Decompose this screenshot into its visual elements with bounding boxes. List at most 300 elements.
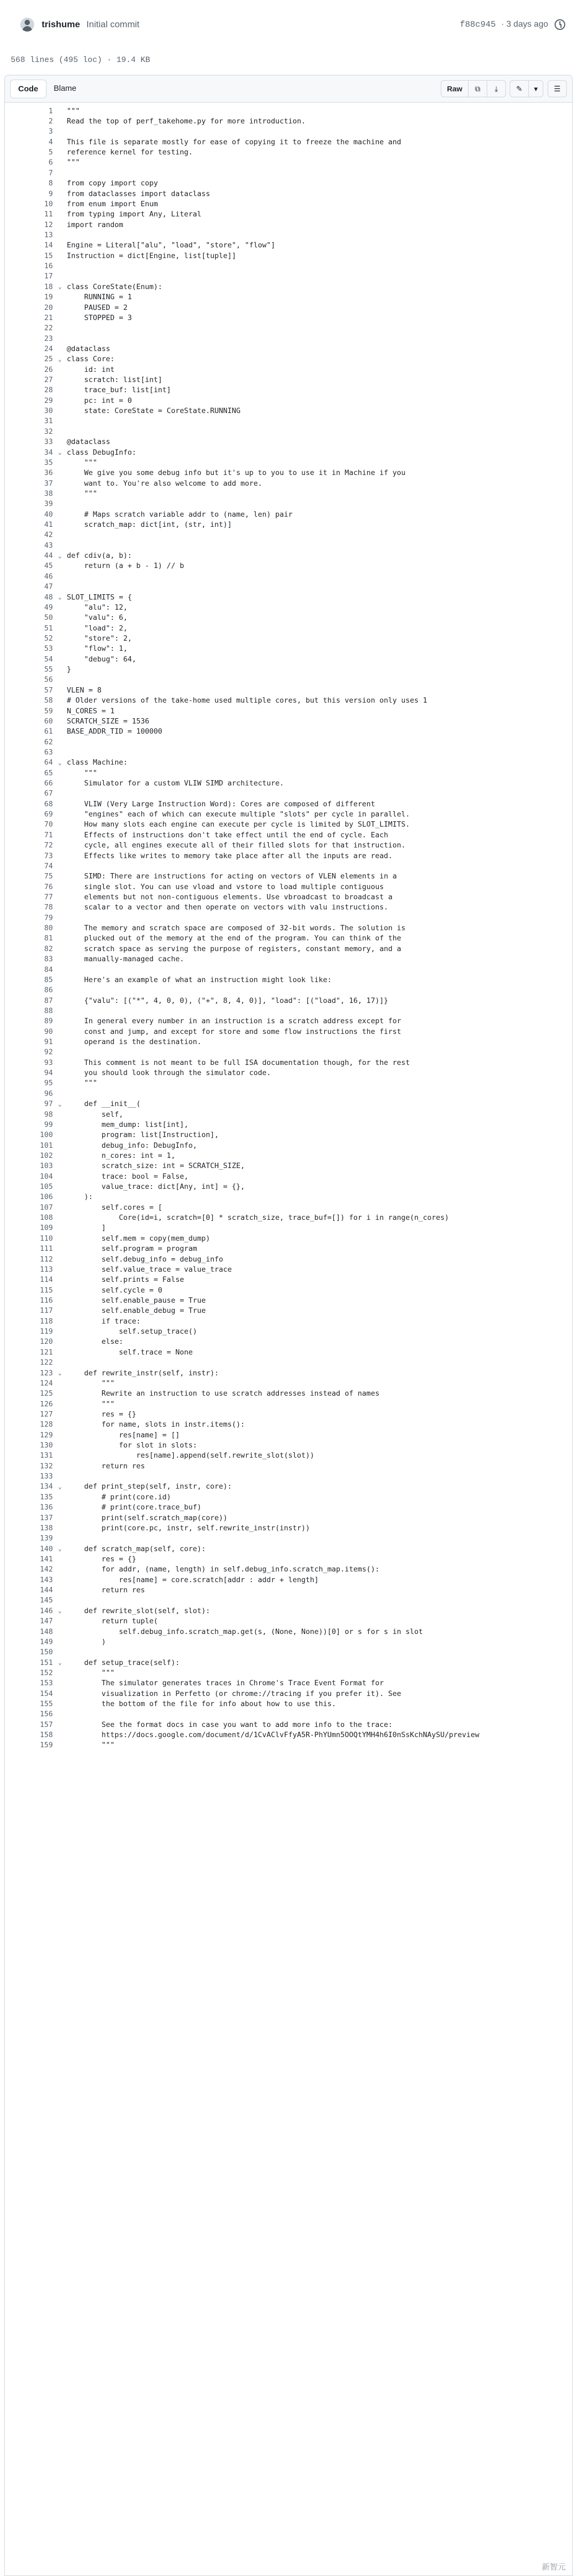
code-line	[5, 282, 572, 292]
line-number[interactable]: 98	[44, 1110, 53, 1119]
clock-icon[interactable]	[555, 19, 565, 30]
line-number[interactable]: 18	[44, 282, 53, 291]
line-number[interactable]: 69	[44, 810, 53, 819]
line-number[interactable]: 22	[44, 324, 53, 333]
code-line	[5, 499, 572, 509]
line-number[interactable]: 125	[40, 1389, 53, 1398]
commit-message[interactable]: Initial commit	[86, 19, 139, 29]
line-code: scratch_size: int = SCRATCH_SIZE,	[67, 1162, 245, 1171]
line-number[interactable]: 134	[40, 1482, 53, 1491]
line-number[interactable]: 99	[44, 1120, 53, 1129]
line-code: STOPPED = 3	[67, 313, 132, 322]
line-number[interactable]: 21	[44, 313, 53, 322]
line-number[interactable]: 136	[40, 1503, 53, 1512]
line-code: "engines" each of which can execute multiple "slots" per cycle in parallel.	[67, 810, 410, 819]
code-line	[5, 116, 572, 126]
line-number[interactable]: 156	[40, 1710, 53, 1719]
line-number[interactable]: 76	[44, 882, 53, 891]
code-line	[5, 1668, 572, 1678]
code-line	[5, 1068, 572, 1078]
code-line	[5, 1399, 572, 1409]
code-line	[5, 1357, 572, 1367]
line-number[interactable]: 51	[44, 624, 53, 633]
line-number[interactable]: 92	[44, 1048, 53, 1057]
line-number[interactable]: 39	[44, 500, 53, 509]
line-code: if trace:	[67, 1317, 141, 1326]
line-number[interactable]: 56	[44, 675, 53, 684]
line-number[interactable]: 62	[44, 737, 53, 746]
line-number[interactable]: 14	[44, 241, 53, 250]
fold-chevron-icon[interactable]: ⌄	[58, 594, 62, 601]
line-code: scalar to a vector and then operate on vectors with valu instructions.	[67, 903, 388, 912]
line-number[interactable]: 87	[44, 996, 53, 1005]
code-line	[5, 478, 572, 488]
line-number[interactable]: 113	[40, 1265, 53, 1274]
line-number[interactable]: 139	[40, 1534, 53, 1543]
line-number[interactable]: 63	[44, 748, 53, 757]
line-code: class Machine:	[67, 758, 128, 767]
line-code: # Maps scratch variable addr to (name, len) pair	[67, 510, 293, 519]
line-number[interactable]: 9	[48, 189, 53, 198]
line-number[interactable]: 43	[44, 541, 53, 550]
line-number[interactable]: 71	[44, 830, 53, 839]
code-line	[5, 1368, 572, 1378]
line-number[interactable]: 41	[44, 520, 53, 530]
code-line	[5, 1088, 572, 1099]
line-number[interactable]: 11	[44, 210, 53, 219]
commit-bar	[0, 0, 577, 49]
code-line	[5, 271, 572, 282]
code-line	[5, 550, 572, 561]
fold-chevron-icon[interactable]: ⌄	[58, 1369, 62, 1377]
code-line	[5, 1192, 572, 1202]
line-number[interactable]: 112	[40, 1255, 53, 1264]
line-number[interactable]: 147	[40, 1617, 53, 1626]
line-code: pc: int = 0	[67, 396, 132, 405]
code-line	[5, 1430, 572, 1440]
fold-chevron-icon[interactable]: ⌄	[58, 1659, 62, 1667]
line-number[interactable]: 88	[44, 1006, 53, 1015]
line-number[interactable]: 144	[40, 1586, 53, 1595]
line-number[interactable]: 53	[44, 644, 53, 653]
line-number[interactable]: 57	[44, 686, 53, 695]
line-number[interactable]: 129	[40, 1430, 53, 1439]
code-line	[5, 395, 572, 406]
line-code: # print(core.id)	[67, 1492, 171, 1501]
code-line	[5, 571, 572, 581]
line-number[interactable]: 35	[44, 458, 53, 467]
fold-chevron-icon[interactable]: ⌄	[58, 1607, 62, 1615]
line-number[interactable]: 59	[44, 706, 53, 715]
line-number[interactable]: 157	[40, 1720, 53, 1729]
line-number[interactable]: 33	[44, 438, 53, 447]
line-number[interactable]: 145	[40, 1596, 53, 1605]
line-number[interactable]: 100	[40, 1131, 53, 1140]
code-line	[5, 892, 572, 902]
code-line	[5, 488, 572, 499]
line-number[interactable]: 7	[48, 168, 53, 177]
line-number[interactable]: 38	[44, 489, 53, 498]
code-line	[5, 633, 572, 643]
line-number[interactable]: 52	[44, 634, 53, 643]
code-line	[5, 1006, 572, 1016]
line-number[interactable]: 84	[44, 965, 53, 974]
line-number[interactable]: 13	[44, 230, 53, 239]
line-number[interactable]: 74	[44, 861, 53, 870]
line-number[interactable]: 60	[44, 717, 53, 726]
line-number[interactable]: 82	[44, 944, 53, 953]
tab-blame[interactable]: Blame	[53, 83, 77, 93]
line-number[interactable]: 64	[44, 758, 53, 767]
fold-chevron-icon[interactable]: ⌄	[58, 1483, 62, 1490]
line-number[interactable]: 42	[44, 531, 53, 540]
line-number[interactable]: 4	[48, 137, 53, 146]
line-number[interactable]: 32	[44, 427, 53, 436]
code-line	[5, 1285, 572, 1295]
line-code: plucked out of the memory at the end of the program. You can think of the	[67, 934, 401, 943]
code-line	[5, 1026, 572, 1037]
line-number[interactable]: 77	[44, 892, 53, 901]
line-number[interactable]: 135	[40, 1492, 53, 1501]
line-number[interactable]: 45	[44, 562, 53, 571]
line-number[interactable]: 96	[44, 1089, 53, 1098]
line-number[interactable]: 72	[44, 841, 53, 850]
line-number[interactable]: 81	[44, 934, 53, 943]
line-number[interactable]: 114	[40, 1275, 53, 1285]
code-line	[5, 1596, 572, 1606]
code-line	[5, 1606, 572, 1616]
line-code: self,	[67, 1110, 123, 1119]
code-line	[5, 385, 572, 395]
fold-chevron-icon[interactable]: ⌄	[58, 355, 62, 363]
line-number[interactable]: 44	[44, 551, 53, 561]
line-number[interactable]: 137	[40, 1513, 53, 1522]
line-number[interactable]: 118	[40, 1317, 53, 1326]
line-number[interactable]: 111	[40, 1244, 53, 1254]
line-number[interactable]: 65	[44, 768, 53, 777]
line-code: How many slots each engine can execute per cycle is limited by SLOT_LIMITS.	[67, 820, 410, 829]
line-number[interactable]: 24	[44, 344, 53, 353]
code-line	[5, 220, 572, 230]
line-number[interactable]: 122	[40, 1358, 53, 1367]
line-number[interactable]: 16	[44, 262, 53, 271]
line-number[interactable]: 90	[44, 1027, 53, 1036]
file-toolbar	[4, 75, 573, 102]
line-number[interactable]: 27	[44, 376, 53, 385]
line-number[interactable]: 20	[44, 303, 53, 312]
line-code: manually-managed cache.	[67, 955, 184, 964]
line-code: self.cycle = 0	[67, 1286, 162, 1295]
line-code: {"valu": [("*", 4, 0, 0), ("+", 8, 4, 0)], "load": [("load", 16, 17)]}	[67, 996, 388, 1005]
line-number[interactable]: 55	[44, 665, 53, 674]
code-line	[5, 758, 572, 768]
code-line	[5, 1295, 572, 1305]
commit-sha[interactable]: f88c945	[459, 20, 496, 29]
line-code: Instruction = dict[Engine, list[tuple]]	[67, 251, 236, 260]
line-number[interactable]: 117	[40, 1306, 53, 1316]
line-code: res[name] = []	[67, 1430, 180, 1439]
line-number[interactable]: 70	[44, 820, 53, 829]
code-line	[5, 923, 572, 933]
line-number[interactable]: 86	[44, 986, 53, 995]
edit-icon[interactable]: ✎	[510, 80, 529, 97]
raw-button[interactable]: Raw	[441, 80, 469, 97]
line-number[interactable]: 5	[48, 148, 53, 157]
code-line	[5, 1057, 572, 1068]
line-code: RUNNING = 1	[67, 293, 132, 302]
line-number[interactable]: 6	[48, 158, 53, 167]
fold-chevron-icon[interactable]: ⌄	[58, 449, 62, 456]
code-line	[5, 1140, 572, 1150]
line-number[interactable]: 25	[44, 355, 53, 364]
code-line	[5, 540, 572, 550]
line-code: you should look through the simulator code.	[67, 1069, 271, 1078]
line-number[interactable]: 149	[40, 1637, 53, 1646]
code-line	[5, 654, 572, 664]
line-number[interactable]: 97	[44, 1100, 53, 1109]
code-line	[5, 364, 572, 375]
line-number[interactable]: 121	[40, 1348, 53, 1357]
line-number[interactable]: 54	[44, 655, 53, 664]
line-code: single slot. You can use vload and vstore to load multiple contiguous	[67, 882, 384, 891]
line-number[interactable]: 101	[40, 1141, 53, 1150]
code-line	[5, 199, 572, 209]
line-number[interactable]: 47	[44, 582, 53, 592]
line-number[interactable]: 159	[40, 1741, 53, 1750]
line-number[interactable]: 50	[44, 613, 53, 622]
line-code: )	[67, 1637, 106, 1646]
tab-code[interactable]: Code	[10, 80, 46, 98]
commit-age: · 3 days ago	[501, 20, 548, 29]
line-number[interactable]: 1	[48, 106, 53, 115]
line-code: }	[67, 665, 72, 674]
line-number[interactable]: 154	[40, 1689, 53, 1698]
line-number[interactable]: 110	[40, 1234, 53, 1243]
code-line	[5, 1730, 572, 1740]
line-number[interactable]: 158	[40, 1731, 53, 1740]
code-line	[5, 1306, 572, 1316]
code-line	[5, 1109, 572, 1119]
line-number[interactable]: 10	[44, 199, 53, 208]
edit-actions	[510, 80, 543, 97]
commit-author[interactable]: trishume	[42, 19, 80, 29]
line-number[interactable]: 127	[40, 1410, 53, 1419]
line-number[interactable]: 143	[40, 1575, 53, 1584]
line-number[interactable]: 48	[44, 593, 53, 602]
download-icon[interactable]: ⤓	[487, 80, 506, 97]
code-line	[5, 1047, 572, 1057]
line-number[interactable]: 36	[44, 469, 53, 478]
line-number[interactable]: 30	[44, 407, 53, 416]
line-number[interactable]: 109	[40, 1224, 53, 1233]
line-number[interactable]: 8	[48, 179, 53, 188]
line-number[interactable]: 79	[44, 913, 53, 922]
line-number[interactable]: 102	[40, 1151, 53, 1160]
code-line	[5, 158, 572, 168]
line-number[interactable]: 49	[44, 603, 53, 612]
line-number[interactable]: 126	[40, 1399, 53, 1408]
line-code: SIMD: There are instructions for acting on vectors of VLEN elements in a	[67, 872, 397, 881]
line-number[interactable]: 103	[40, 1162, 53, 1171]
line-number[interactable]: 155	[40, 1700, 53, 1709]
line-number[interactable]: 93	[44, 1058, 53, 1067]
fold-chevron-icon[interactable]: ⌄	[58, 283, 62, 291]
line-number[interactable]: 61	[44, 727, 53, 736]
code-line	[5, 416, 572, 426]
line-code: Simulator for a custom VLIW SIMD architecture.	[67, 779, 284, 788]
line-number[interactable]: 148	[40, 1627, 53, 1636]
line-number[interactable]: 78	[44, 903, 53, 912]
line-number[interactable]: 80	[44, 924, 53, 933]
line-number[interactable]: 73	[44, 851, 53, 860]
line-number[interactable]: 123	[40, 1368, 53, 1378]
line-number[interactable]: 138	[40, 1523, 53, 1532]
line-number[interactable]: 151	[40, 1658, 53, 1667]
line-number[interactable]: 140	[40, 1544, 53, 1553]
line-code: res = {}	[67, 1410, 137, 1419]
line-code: print(core.pc, instr, self.rewrite_instr(instr))	[67, 1523, 310, 1532]
line-number[interactable]: 31	[44, 417, 53, 426]
line-number[interactable]: 108	[40, 1213, 53, 1223]
line-code: scratch_map: dict[int, (str, int)]	[67, 520, 232, 530]
line-number[interactable]: 85	[44, 975, 53, 984]
line-code: res[name] = core.scratch[addr : addr + length]	[67, 1575, 319, 1584]
fold-chevron-icon[interactable]: ⌄	[58, 1545, 62, 1553]
symbols-icon[interactable]: ☰	[548, 80, 567, 97]
line-number[interactable]: 68	[44, 799, 53, 808]
fold-chevron-icon[interactable]: ⌄	[58, 759, 62, 766]
line-number[interactable]: 128	[40, 1420, 53, 1429]
line-number[interactable]: 58	[44, 696, 53, 705]
user-avatar[interactable]	[20, 18, 34, 32]
line-number[interactable]: 40	[44, 510, 53, 519]
raw-actions	[441, 80, 506, 97]
line-number[interactable]: 34	[44, 448, 53, 457]
code-line	[5, 644, 572, 654]
fold-chevron-icon[interactable]: ⌄	[58, 552, 62, 559]
line-number[interactable]: 2	[48, 117, 53, 126]
code-line	[5, 1181, 572, 1192]
line-code: In general every number in an instruction is a scratch address except for	[67, 1017, 401, 1026]
line-number[interactable]: 150	[40, 1648, 53, 1657]
line-number[interactable]: 146	[40, 1606, 53, 1615]
line-number[interactable]: 152	[40, 1668, 53, 1677]
line-number[interactable]: 131	[40, 1451, 53, 1460]
line-number[interactable]: 124	[40, 1379, 53, 1388]
line-number[interactable]: 120	[40, 1337, 53, 1347]
code-line	[5, 944, 572, 954]
line-number[interactable]: 107	[40, 1203, 53, 1212]
code-line	[5, 1016, 572, 1026]
line-code: def setup_trace(self):	[67, 1658, 180, 1667]
line-code: "store": 2,	[67, 634, 132, 643]
code-line	[5, 851, 572, 861]
code-line	[5, 1347, 572, 1357]
line-number[interactable]: 95	[44, 1079, 53, 1088]
line-code: trace_buf: list[int]	[67, 386, 171, 395]
line-number[interactable]: 26	[44, 365, 53, 374]
line-code: def scratch_map(self, core):	[67, 1544, 206, 1553]
fold-chevron-icon[interactable]: ⌄	[58, 1100, 62, 1108]
line-number[interactable]: 83	[44, 955, 53, 964]
line-code: # Older versions of the take-home used multiple cores, but this version only uses 1	[67, 696, 427, 705]
line-number[interactable]: 105	[40, 1182, 53, 1192]
copy-icon[interactable]: ⧉	[468, 80, 487, 97]
line-code: SCRATCH_SIZE = 1536	[67, 717, 150, 726]
line-number[interactable]: 66	[44, 779, 53, 788]
line-code: def rewrite_slot(self, slot):	[67, 1606, 210, 1615]
line-code: This file is separate mostly for ease of copying it to freeze the machine and	[67, 137, 401, 146]
line-number[interactable]: 37	[44, 479, 53, 488]
line-number[interactable]: 28	[44, 386, 53, 395]
code-line	[5, 737, 572, 747]
line-number[interactable]: 132	[40, 1461, 53, 1470]
code-line	[5, 1616, 572, 1626]
line-number[interactable]: 67	[44, 789, 53, 798]
line-code: """	[67, 1741, 115, 1750]
line-code: def print_step(self, instr, core):	[67, 1482, 232, 1491]
line-number[interactable]: 116	[40, 1296, 53, 1305]
code-line	[5, 457, 572, 468]
line-number[interactable]: 94	[44, 1069, 53, 1078]
line-code: VLIW (Very Large Instruction Word): Cores are composed of different	[67, 799, 376, 808]
line-code: trace: bool = False,	[67, 1172, 189, 1181]
line-number[interactable]: 12	[44, 220, 53, 229]
code-line	[5, 1688, 572, 1699]
line-number[interactable]: 15	[44, 251, 53, 260]
code-line	[5, 406, 572, 416]
line-code: program: list[Instruction],	[67, 1131, 219, 1140]
line-number[interactable]: 17	[44, 272, 53, 281]
line-code: "debug": 64,	[67, 655, 137, 664]
line-code: res = {}	[67, 1554, 137, 1563]
line-number[interactable]: 130	[40, 1441, 53, 1450]
code-line	[5, 685, 572, 695]
chevron-down-icon[interactable]: ▾	[528, 80, 543, 97]
code-line	[5, 251, 572, 261]
line-number[interactable]: 141	[40, 1554, 53, 1563]
view-switch	[10, 80, 84, 98]
line-number[interactable]: 142	[40, 1565, 53, 1574]
line-number[interactable]: 23	[44, 334, 53, 343]
line-number[interactable]: 29	[44, 396, 53, 405]
line-code: """	[67, 1079, 97, 1088]
line-code: from typing import Any, Literal	[67, 210, 201, 219]
code-line	[5, 292, 572, 302]
line-number[interactable]: 106	[40, 1193, 53, 1202]
code-line	[5, 1202, 572, 1212]
line-number[interactable]: 91	[44, 1038, 53, 1047]
line-number[interactable]: 19	[44, 293, 53, 302]
code-line	[5, 840, 572, 851]
code-line	[5, 375, 572, 385]
line-number[interactable]: 75	[44, 872, 53, 881]
line-number[interactable]: 115	[40, 1286, 53, 1295]
line-code: return res	[67, 1461, 145, 1470]
line-number[interactable]: 104	[40, 1172, 53, 1181]
line-number[interactable]: 133	[40, 1472, 53, 1481]
line-code: self.debug_info = debug_info	[67, 1255, 223, 1264]
code-line	[5, 1119, 572, 1130]
line-number[interactable]: 119	[40, 1327, 53, 1336]
line-code: def rewrite_instr(self, instr):	[67, 1368, 219, 1378]
line-number[interactable]: 46	[44, 572, 53, 581]
line-number[interactable]: 89	[44, 1017, 53, 1026]
line-code: return (a + b - 1) // b	[67, 562, 184, 571]
line-code: id: int	[67, 365, 115, 374]
line-number[interactable]: 153	[40, 1679, 53, 1688]
line-number[interactable]: 3	[48, 127, 53, 136]
